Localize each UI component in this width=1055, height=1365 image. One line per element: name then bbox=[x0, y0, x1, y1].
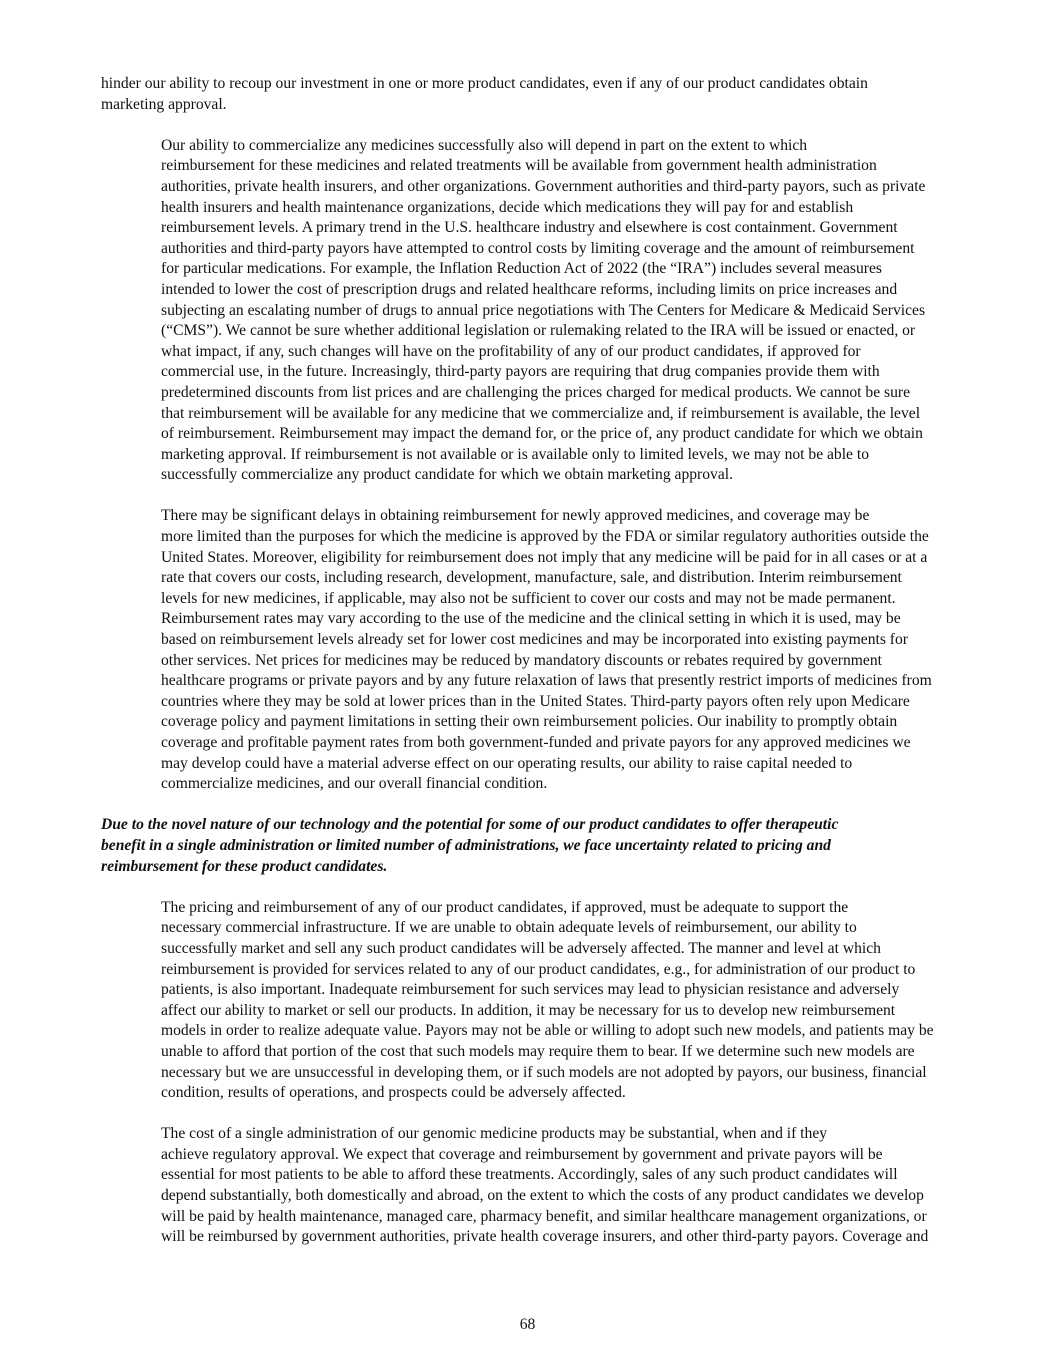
text-line: successfully commercialize any product candidate for which we obtain marketing approval. bbox=[161, 466, 733, 484]
text-line: for particular medications. For example, the Inflation Reduction Act of 2022 (the “IRA”) includes several measures bbox=[161, 260, 882, 278]
text-line: unable to afford that portion of the cost that such models may require them to bear. If we determine such new models are bbox=[161, 1042, 915, 1060]
text-line: commercialize medicines, and our overall financial condition. bbox=[161, 775, 548, 793]
text-line: reimbursement for these medicines and related treatments will be available from government health administration bbox=[161, 157, 877, 175]
text-line: necessary but we are unsuccessful in developing them, or if such models are not adopted by payors, our business, financial bbox=[161, 1063, 927, 1081]
paragraph-pricing-reimbursement bbox=[101, 898, 961, 1104]
paragraph-continuation bbox=[101, 74, 961, 115]
text-line: necessary commercial infrastructure. If we are unable to obtain adequate levels of reimbursement, our ability to bbox=[161, 919, 857, 937]
text-line: reimbursement is provided for services related to any of our product candidates, e.g., for administration of our product to bbox=[161, 960, 916, 978]
text-line: benefit in a single administration or limited number of administrations, we face uncertainty related to pricing and bbox=[101, 836, 831, 854]
text-line: predetermined discounts from list prices and are challenging the prices charged for medical products. We cannot be sure bbox=[161, 383, 911, 401]
text-line: reimbursement levels. A primary trend in the U.S. healthcare industry and elsewhere is cost containment. Government bbox=[161, 219, 898, 237]
text-line: health insurers and health maintenance organizations, decide which medications they will pay for and establish bbox=[161, 198, 854, 216]
paragraph-cost-single-administration bbox=[101, 1124, 961, 1248]
paragraph-reimbursement-commercialization bbox=[101, 136, 961, 486]
text-line: more limited than the purposes for which the medicine is approved by the FDA or similar regulatory authorities outside the bbox=[161, 528, 929, 546]
text-line: of reimbursement. Reimbursement may impact the demand for, or the price of, any product candidate for which we obtain bbox=[161, 425, 923, 443]
text-line: other services. Net prices for medicines may be reduced by mandatory discounts or rebates required by government bbox=[161, 651, 882, 669]
risk-factor-heading bbox=[101, 815, 961, 877]
text-line: marketing approval. If reimbursement is not available or is available only to limited levels, we may not be able to bbox=[161, 445, 870, 463]
text-line: will be reimbursed by government authorities, private health coverage insurers, and other third-party payors. Coverage and bbox=[161, 1228, 929, 1246]
text-line: coverage policy and payment limitations in setting their own reimbursement policies. Our inability to promptly obtain bbox=[161, 713, 898, 731]
text-line: Our ability to commercialize any medicines successfully also will depend in part on the extent to which bbox=[161, 136, 808, 154]
text-line: The pricing and reimbursement of any of our product candidates, if approved, must be adequate to support the bbox=[161, 898, 849, 916]
text-line: reimbursement for these product candidates. bbox=[101, 857, 388, 875]
text-line: (“CMS”). We cannot be sure whether additional legislation or rulemaking related to the IRA will be issued or enacted, or bbox=[161, 322, 916, 340]
text-line: United States. Moreover, eligibility for reimbursement does not imply that any medicine will be paid for in all cases or at a bbox=[161, 548, 928, 566]
text-line: affect our ability to market or sell our products. In addition, it may be necessary for us to develop new reimbursement bbox=[161, 1001, 896, 1019]
text-line: successfully market and sell any such product candidates will be adversely affected. The manner and level at which bbox=[161, 939, 881, 957]
text-line: rate that covers our costs, including research, development, manufacture, sale, and distribution. Interim reimbursement bbox=[161, 569, 902, 587]
text-line: subjecting an escalating number of drugs to annual price negotiations with The Centers for Medicare & Medicaid Services bbox=[161, 301, 926, 319]
text-line: patients, is also important. Inadequate reimbursement for such services may lead to physician resistance and adversely bbox=[161, 981, 900, 999]
text-line: marketing approval. bbox=[101, 95, 227, 113]
text-line: authorities, private health insurers, and other organizations. Government authorities and third-party payors, such as private bbox=[161, 177, 926, 195]
text-line: intended to lower the cost of prescription drugs and related healthcare reforms, including limits on price increases and bbox=[161, 280, 898, 298]
text-line: Due to the novel nature of our technology and the potential for some of our product candidates to offer therapeutic bbox=[101, 816, 839, 834]
text-line: depend substantially, both domestically and abroad, on the extent to which the costs of any product candidates we develop bbox=[161, 1187, 924, 1205]
text-line: There may be significant delays in obtaining reimbursement for newly approved medicines, and coverage may be bbox=[161, 507, 870, 525]
text-line: authorities and third-party payors have attempted to control costs by limiting coverage and the amount of reimbursement bbox=[161, 239, 915, 257]
text-line: condition, results of operations, and prospects could be adversely affected. bbox=[161, 1084, 626, 1102]
page-number: 68 bbox=[519, 1316, 536, 1333]
text-line: will be paid by health maintenance, managed care, pharmacy benefit, and similar healthcare management organizations, or bbox=[161, 1207, 927, 1225]
text-line: hinder our ability to recoup our investment in one or more product candidates, even if any of our product candidates obtain bbox=[101, 75, 868, 92]
text-line: achieve regulatory approval. We expect that coverage and reimbursement by government and private payors will be bbox=[161, 1145, 883, 1163]
document-page bbox=[101, 74, 961, 1248]
text-line: coverage and profitable payment rates from both government-funded and private payors for any approved medicines we bbox=[161, 734, 911, 751]
text-line: levels for new medicines, if applicable, may also not be sufficient to cover our costs and may not be made permanent. bbox=[161, 589, 896, 607]
text-line: countries where they may be sold at lower prices than in the United States. Third-party payors often rely upon Medicare bbox=[161, 692, 910, 710]
text-line: based on reimbursement levels already set for lower cost medicines and may be incorporated into existing payments for bbox=[161, 631, 908, 649]
text-line: essential for most patients to be able to afford these treatments. Accordingly, sales of any such product candidates will bbox=[161, 1166, 898, 1184]
text-line: models in order to realize adequate value. Payors may not be able or willing to adopt such new models, and patients may be bbox=[161, 1022, 934, 1040]
text-line: what impact, if any, such changes will have on the profitability of any of our product candidates, if approved for bbox=[161, 342, 861, 360]
text-line: Reimbursement rates may vary according to the use of the medicine and the clinical setting in which it is used, may be bbox=[161, 610, 901, 628]
text-line: commercial use, in the future. Increasingly, third-party payors are requiring that drug companies provide them with bbox=[161, 363, 880, 381]
text-line: The cost of a single administration of our genomic medicine products may be substantial, when and if they bbox=[161, 1125, 828, 1143]
text-line: healthcare programs or private payors and by any future relaxation of laws that presently restrict imports of medicines from bbox=[161, 672, 932, 690]
text-line: may develop could have a material adverse effect on our operating results, our ability to raise capital needed to bbox=[161, 754, 853, 772]
text-line: that reimbursement will be available for any medicine that we commercialize and, if reimbursement is available, the level bbox=[161, 404, 921, 422]
paragraph-reimbursement-delays bbox=[101, 506, 961, 794]
